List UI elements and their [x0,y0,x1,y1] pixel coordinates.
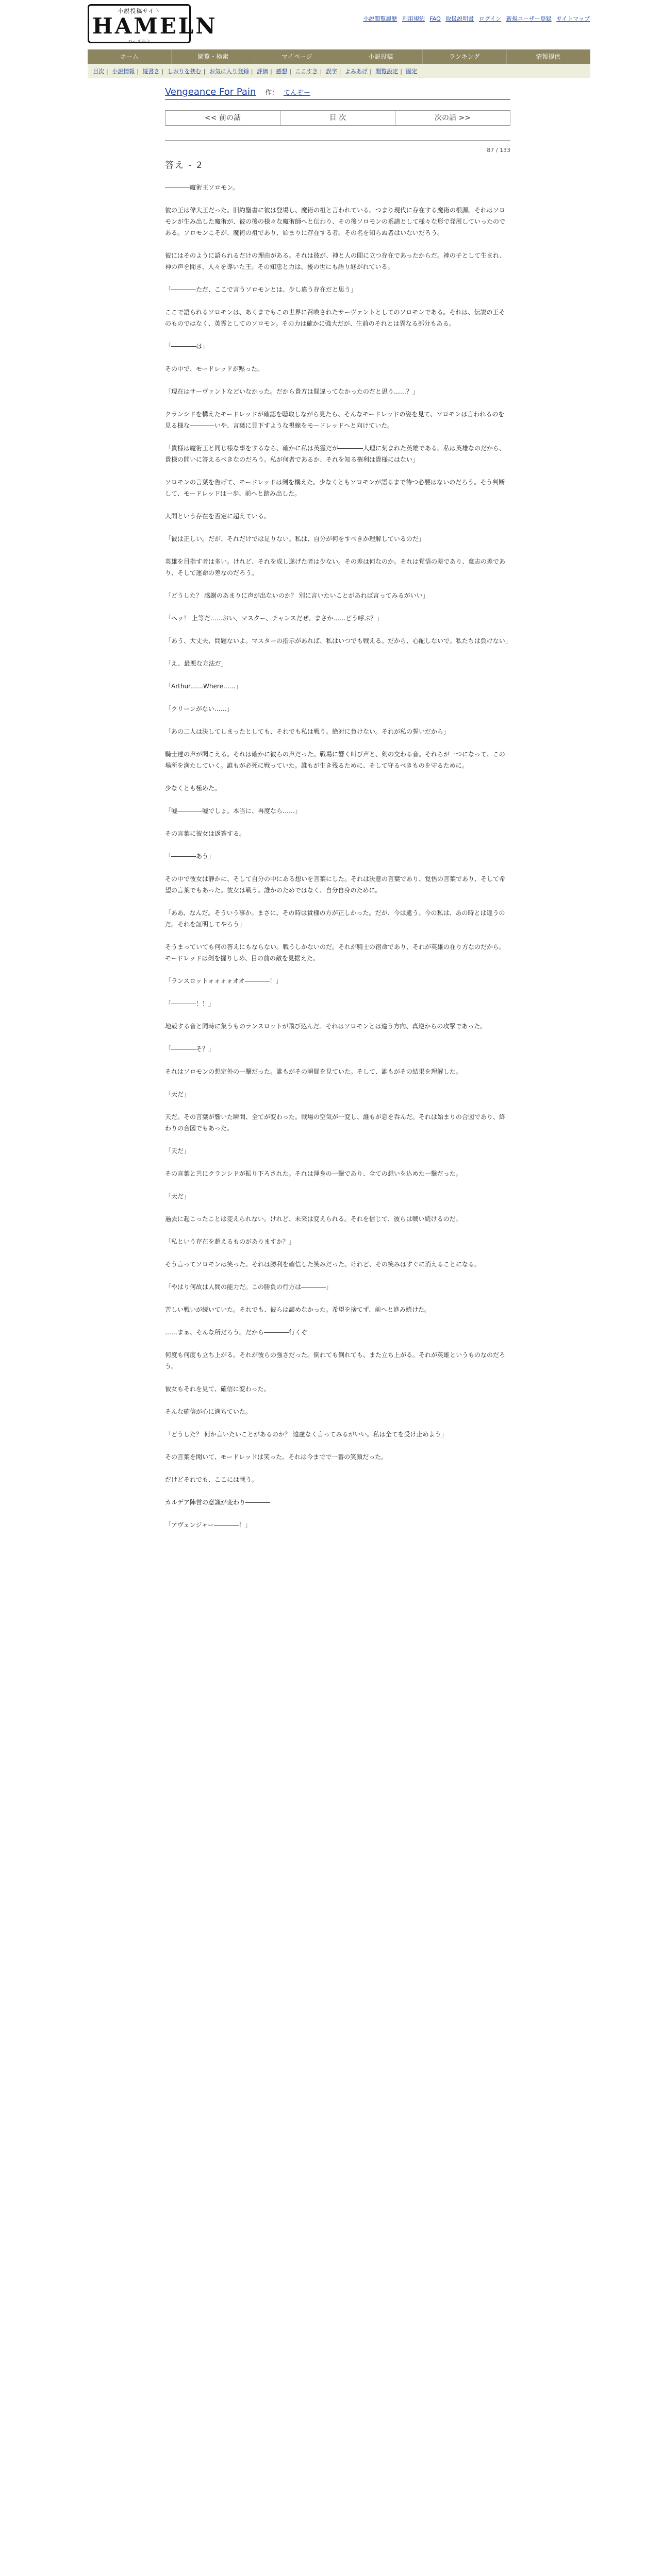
subnav-settings[interactable]: 閲覧設定 [375,68,399,75]
body-paragraph: 少なくとも極めた。 [165,785,221,792]
pager-divider [165,140,510,141]
novel-title[interactable]: Vengeance For Pain [165,87,256,97]
body-paragraph: それはソロモンの想定外の一撃だった。誰もがその瞬間を見ていた。そして、誰もがその結果を理解した。 [165,1068,462,1075]
body-paragraph: ……まぁ、そんな所だろう。だから――――行くぞ [165,1329,308,1336]
prev-chapter-button[interactable]: << 前の話 [166,111,280,125]
body-paragraph: 「――――は」 [165,343,209,350]
subnav-rate[interactable]: 評価 [257,68,269,75]
body-paragraph: 地殻する音と同時に集うものランスロットが飛び込んだ。それはソロモンとは違う方向、真逆からの攻撃であった。 [165,1023,487,1030]
body-paragraph: 「天だ」 [165,1091,190,1098]
body-paragraph: 「あう、大丈夫、問題ないよ。マスターの指示があれば、私はいつでも戦える。だから、心配しないで。私たちは負けない」 [165,637,511,645]
body-paragraph: 騎士達の声が聞こえる。それは確かに彼らの声だった。戦場に響く叫び声と、剣の交わる音。それらが一つになって、この場所を満たしていく。誰もが必死に戦っていた。誰もが生き残るために、そして守るべきものを守るために。 [165,751,505,769]
novel-title-line [165,87,510,97]
nav-post[interactable]: 小説投稿 [339,49,423,64]
subnav-favorite[interactable]: お気に入り登録 [209,68,249,75]
top-link-register[interactable]: 新規ユーザー登録 [506,15,552,22]
body-paragraph: 「――――そ？」 [165,1045,215,1053]
body-paragraph: その中で、モードレッドが黙った。 [165,365,264,372]
body-paragraph: 「――――！！」 [165,1000,215,1007]
logo-tagline: ハーメルン [127,39,151,44]
body-paragraph: 人間という存在を否定に超えている。 [165,513,271,520]
subnav-fix[interactable]: 固定 [406,68,418,75]
body-paragraph: 「やはり何故は人間の能力だ。この勝負の行方は――――」 [165,1283,333,1291]
body-paragraph: 英雄を目指す者は多い。けれど、それを成し遂げた者は少ない。その差は何なのか。それは覚悟の差であり、意志の差であり、そして運命の差なのだろう。 [165,558,506,577]
subnav-vertical[interactable]: 縦書き [142,68,160,75]
nav-info[interactable]: 情報提供 [507,49,591,64]
toc-button[interactable]: 目 次 [280,111,395,125]
subnav-readaloud[interactable]: よみあげ [344,68,368,75]
body-paragraph: そう言ってソロモンは笑った。それは勝利を確信した笑みだった。けれど、その笑みはすぐに消えることになる。 [165,1261,481,1268]
body-paragraph: ここで語られるソロモンは、あくまでもこの世界に召喚されたサーヴァントとしてのソロモンである。それは、伝説の王そのものではなく、英霊としてのソロモン。その力は確かに強大だが、生前のそれとは異なる部分もある。 [165,309,505,327]
body-paragraph: 天だ。その言葉が響いた瞬間、全てが変わった。戦場の空気が一変し、誰もが息を呑んだ。それは始まりの合図であり、終わりの合図でもあった。 [165,1113,505,1132]
body-paragraph: 何度も何度も立ち上がる。それが彼らの強さだった。倒れても倒れても、また立ち上がる。それが英雄というものなのだろう。 [165,1351,506,1370]
site-header [0,0,662,49]
body-paragraph: その言葉に彼女は返答する。 [165,830,246,837]
body-paragraph: 「ランスロットォォォォオオ――――！」 [165,977,282,985]
body-paragraph: 「クリーンがない……」 [165,705,233,713]
author-label: 作： [265,89,279,97]
chapter-pager [165,110,510,126]
body-paragraph: ソロモンの言葉を告げて、モードレッドは剣を構えた。少なくともソロモンが語るまで待つ必要はないのだろう。そう判断して、モードレッドは一歩、前へと踏み出した。 [165,479,505,497]
top-links [360,14,590,23]
body-paragraph: 「――――あう」 [165,853,215,860]
title-divider [165,99,510,100]
top-link-manual[interactable]: 取扱説明書 [445,15,474,22]
body-paragraph: 彼女もそれを見て、確信に変わった。 [165,1385,270,1393]
body-paragraph: 「彼は正しい。だが、それだけでは足りない。私は、自分が何をすべきか理解しているのだ」 [165,535,425,543]
body-paragraph: その言葉を聞いて、モードレッドは笑った。それは今までで一番の笑顔だった。 [165,1453,388,1461]
body-paragraph: ――――魔術王ソロモン。 [165,184,239,191]
subnav-bookmark[interactable]: しおりを挟む [167,68,202,75]
body-paragraph: だけどそれでも、ここには戦う。 [165,1476,258,1483]
body-paragraph: 「どうした？ 感謝のあまりに声が出ないのか？ 別に言いたいことがあれば言ってみるがいい」 [165,592,429,599]
next-chapter-button[interactable]: 次の話 >> [435,114,471,122]
site-logo[interactable] [88,4,218,44]
body-paragraph: その言葉と共にクランシドが振り下ろされた。それは渾身の一撃であり、全ての想いを込めた一撃だった。 [165,1170,462,1177]
body-paragraph: 「貴様は魔術王と同じ様な事をするなら、確かに私は英霊だが――――人理に刻まれた英雄である。私は英雄なのだから、貴様の問いに答えるべきなのだろう。私が何者であるか、それを知る権利は貴様にはない」 [165,445,506,463]
subnav-toc[interactable]: 目次 [93,68,104,75]
body-paragraph: 苦しい戦いが続いていた。それでも、彼らは諦めなかった。希望を捨てず、前へと進み続けた。 [165,1306,431,1313]
body-paragraph: 「え、最悪な方法だ」 [165,660,227,667]
top-link-faq[interactable]: FAQ [429,15,441,22]
subnav-like[interactable]: ここすき [295,68,318,75]
body-paragraph: 「あの二人は決してしまったとしても、それでも私は戦う。絶対に負けない。それが私の誓いだから」 [165,728,450,735]
novel-subnav: 目次 | 小説情報 | 縦書き | しおりを挟む | お気に入り登録 | 評価 | 感想 | ここすき | 誤字 | よみあげ | 閲覧設定 | 固定 [88,64,590,78]
chapter-body [165,182,510,1531]
chapter-title: 答え - 2 [165,160,203,171]
main-content [165,87,510,1542]
body-paragraph: 「私という存在を超えるものがありますか？」 [165,1238,295,1245]
nav-browse[interactable]: 閲覧・検索 [172,49,256,64]
logo-subtitle: 小説投稿サイト [118,8,161,14]
subnav-info[interactable]: 小説情報 [112,68,135,75]
body-paragraph: そうまっていても何の答えにもならない。戦うしかないのだ。それが騎士の宿命であり、それが英雄の在り方なのだから。モードレッドは剣を握りしめ、目の前の敵を見据えた。 [165,943,506,962]
body-paragraph: 「嘘――――嘘でしょ。本当に、再度なら……」 [165,807,302,815]
body-paragraph: その中で彼女は静かに、そして自分の中にある想いを言葉にした。それは決意の言葉であり、覚悟の言葉であり、そして希望の言葉でもあった。彼女は戦う。誰かのためではなく、自分自身のために。 [165,875,506,894]
top-link-login[interactable]: ログイン [478,15,502,22]
body-paragraph: そんな確信が心に満ちていた。 [165,1408,252,1415]
body-paragraph: 過去に起こったことは変えられない。けれど、未来は変えられる。それを信じて、彼らは戦い続けるのだ。 [165,1215,462,1223]
subnav-typo[interactable]: 誤字 [325,68,337,75]
body-paragraph: カルデア陣営の意識が変わり―――― [165,1499,271,1506]
body-paragraph: 彼にはそのように語られるだけの理由がある。それは彼が、神と人の間に立つ存在であったからだ。神の子として生まれ、神の声を聞き、人々を導いた王。その知恵と力は、後の世にも語り継がれている。 [165,252,506,270]
body-paragraph: 「天だ」 [165,1147,190,1155]
author-link[interactable]: てんぞー [283,89,310,97]
body-paragraph: 「アヴェンジャー――――！」 [165,1521,251,1529]
nav-home[interactable]: ホーム [88,49,172,64]
top-link-terms[interactable]: 利用規約 [402,15,425,22]
body-paragraph: クランシドを構えたモードレッドが確認を聴取しながら見たら、そんなモードレッドの姿を見て、ソロモンは言われるのを見る様な――――いや、言葉に見下すような視線をモードレッドへと向けていた。 [165,411,505,429]
body-paragraph: 彼の王は偉大王だった。旧約聖書に彼は登場し、魔術の祖と言われている。つまり現代に存在する魔術の根源。それはソロモンが生み出した魔術が、彼の後の様々な魔術師へと伝わり、その後ソロモンの系譜として様々な形で発展していったのである。ソロモンこそが、魔術の祖であり、始まりに存在する者。その名を知らぬ者はいないだろう。 [165,207,506,236]
body-paragraph: 「Arthur……Where……」 [165,683,242,690]
body-paragraph: 「――――ただ、ここで言うソロモンとは、少し違う存在だと思う」 [165,286,357,293]
body-paragraph: 「現在はサーヴァントなどいなかった。だから貴方は間違ってなかったのだと思う……？」 [165,388,419,395]
logo-main-text: HAMELN [92,13,218,39]
nav-mypage[interactable]: マイページ [255,49,339,64]
chapter-count: 87 / 133 [487,147,510,154]
top-link-sitemap[interactable]: サイトマップ [556,15,590,22]
body-paragraph: 「ああ、なんだ。そういう事か。まさに、その時は貴様の方が正しかった。だが、今は違う。今の私は、あの時とは違うのだ。それを証明してやろう」 [165,909,505,928]
main-nav [88,49,590,64]
top-link-history[interactable]: 小説閲覧履歴 [363,15,398,22]
body-paragraph: 「天だ」 [165,1193,190,1200]
subnav-review[interactable]: 感想 [276,68,288,75]
nav-ranking[interactable]: ランキング [423,49,507,64]
body-paragraph: 「どうした？ 何か言いたいことがあるのか？ 遠慮なく言ってみるがいい。私は全てを受け止めよう」 [165,1431,448,1438]
body-paragraph: 「ヘッ！ 上等だ……おい、マスター、チャンスだぜ、まさか……どう呼ぶ？」 [165,615,383,622]
